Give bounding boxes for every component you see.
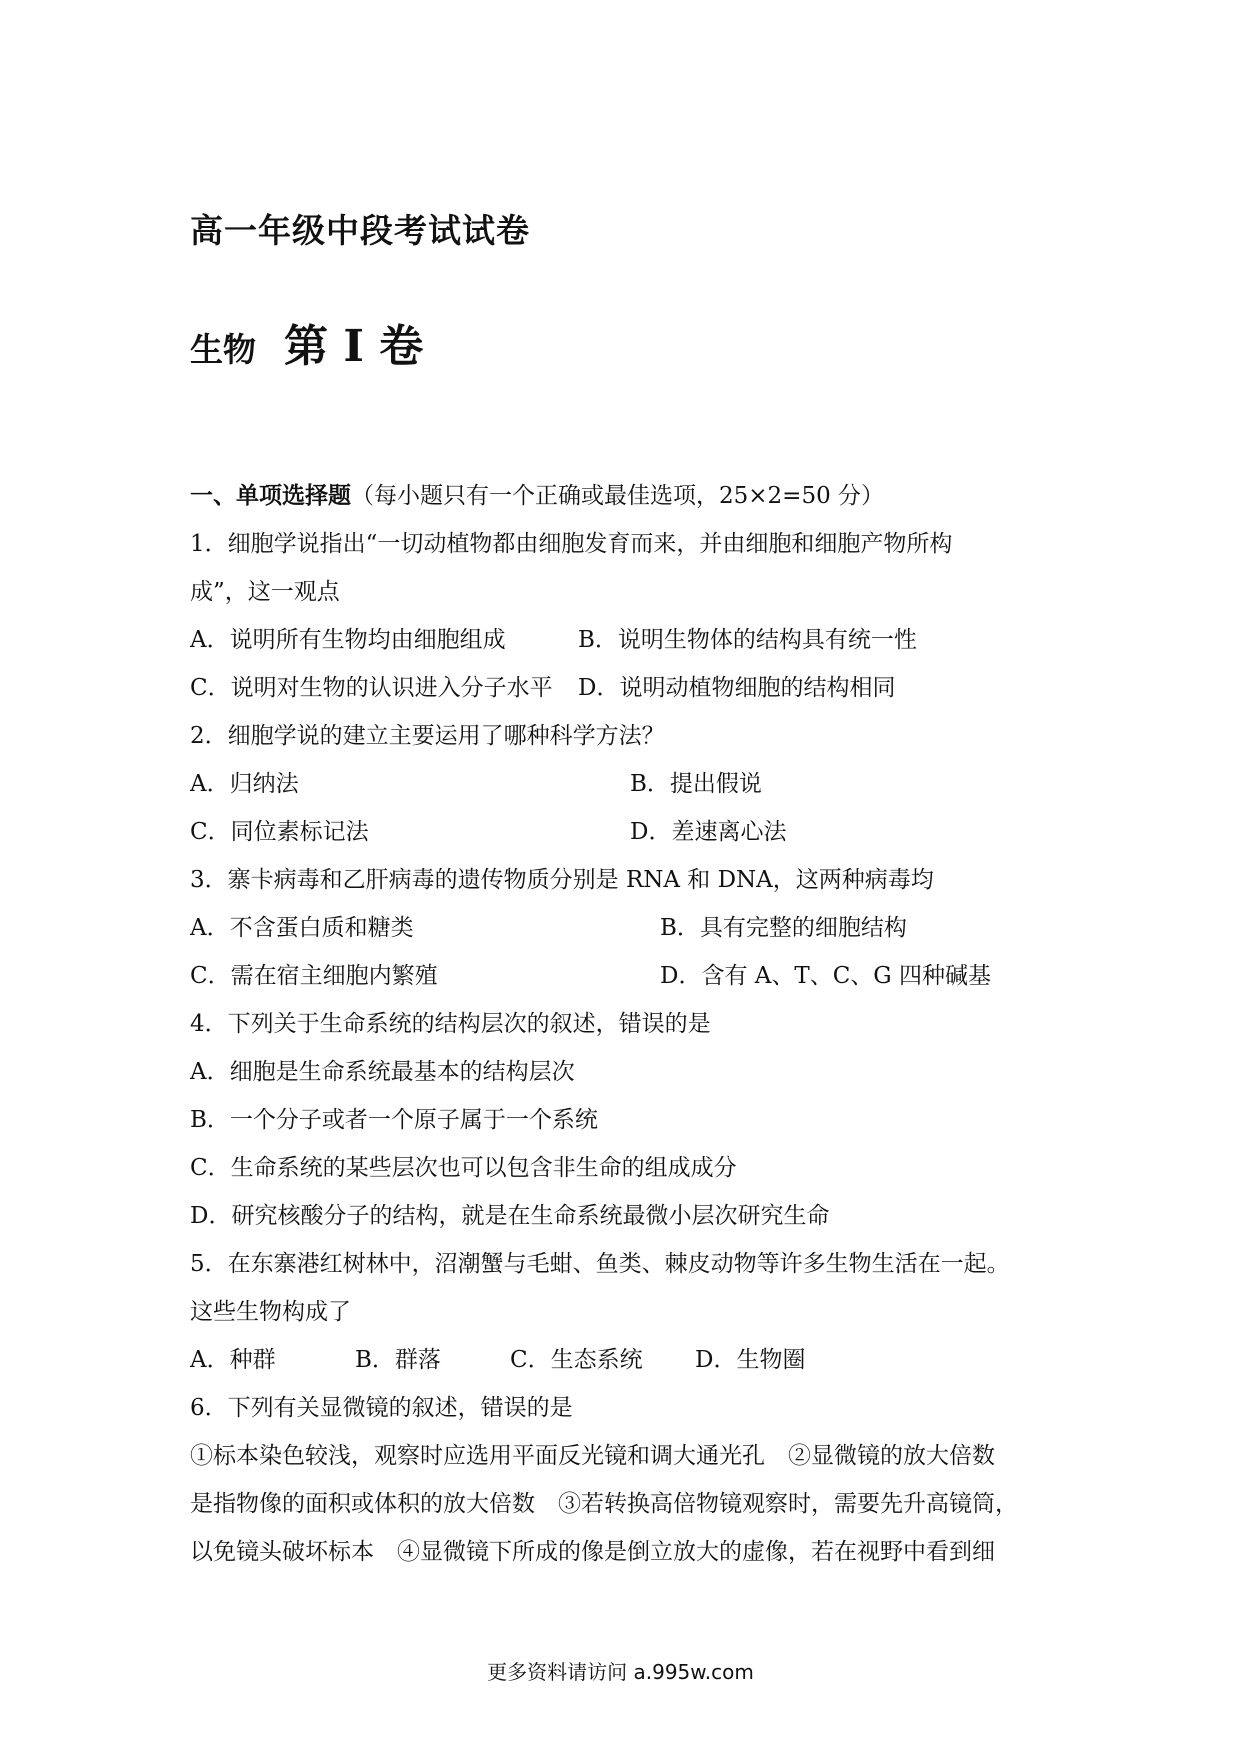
question-2-stem: 2．细胞学说的建立主要运用了哪种科学方法？ xyxy=(190,723,665,749)
section-note: （每小题只有一个正确或最佳选项，25×2=50 分） xyxy=(351,483,885,509)
volume-label: 第 I 卷 xyxy=(284,321,424,372)
question-3-options-ab xyxy=(190,904,1070,952)
option-d: D．含有 A、T、C、G 四种碱基 xyxy=(660,963,991,989)
question-6-stem: 6．下列有关显微镜的叙述，错误的是 xyxy=(190,1395,573,1421)
question-1-options-cd xyxy=(190,664,1070,712)
option-c: C．同位素标记法 xyxy=(190,819,369,845)
exam-title: 高一年级中段考试试卷 xyxy=(190,211,530,250)
question-5-stem-cont: 这些生物构成了 xyxy=(190,1299,351,1325)
question-4-stem: 4．下列关于生命系统的结构层次的叙述，错误的是 xyxy=(190,1011,711,1037)
option-a: A．不含蛋白质和糖类 xyxy=(190,915,414,941)
question-3-options-cd xyxy=(190,952,1070,1000)
option-a: A．说明所有生物均由细胞组成 xyxy=(190,627,506,653)
option-b: B．提出假说 xyxy=(630,771,762,797)
question-body xyxy=(190,472,1070,1576)
question-3-stem: 3．寨卡病毒和乙肝病毒的遗传物质分别是 RNA 和 DNA，这两种病毒均 xyxy=(190,867,934,893)
question-6-statement-line: 以免镜头破坏标本 ④显微镜下所成的像是倒立放大的虚像，若在视野中看到细 xyxy=(190,1539,995,1565)
question-5-stem: 5．在东寨港红树林中，沼潮蟹与毛蚶、鱼类、棘皮动物等许多生物生活在一起。 xyxy=(190,1251,1010,1277)
option-c: C．需在宿主细胞内繁殖 xyxy=(190,963,438,989)
option-d: D．研究核酸分子的结构，就是在生命系统最微小层次研究生命 xyxy=(190,1203,830,1229)
section-heading xyxy=(190,472,1070,520)
question-2-options-cd xyxy=(190,808,1070,856)
option-b: B．具有完整的细胞结构 xyxy=(660,915,907,941)
question-1-stem-cont: 成”，这一观点 xyxy=(190,579,340,605)
option-c: C．生命系统的某些层次也可以包含非生命的组成成分 xyxy=(190,1155,737,1181)
question-6-statement-line: ①标本染色较浅，观察时应选用平面反光镜和调大通光孔 ②显微镜的放大倍数 xyxy=(190,1443,995,1469)
option-c: C．说明对生物的认识进入分子水平 xyxy=(190,675,553,701)
question-5-options xyxy=(190,1336,1070,1384)
subject-name: 生物 xyxy=(190,330,256,369)
option-c: C．生态系统 xyxy=(510,1347,643,1373)
question-1-stem: 1．细胞学说指出“一切动植物都由细胞发育而来，并由细胞和细胞产物所构 xyxy=(190,531,953,557)
section-title: 一、单项选择题 xyxy=(190,483,351,509)
question-1-options-ab xyxy=(190,616,1070,664)
option-b: B．群落 xyxy=(355,1347,441,1373)
option-a: A．归纳法 xyxy=(190,771,299,797)
option-b: B．说明生物体的结构具有统一性 xyxy=(578,627,917,653)
option-a: A．种群 xyxy=(190,1347,276,1373)
option-b: B．一个分子或者一个原子属于一个系统 xyxy=(190,1107,598,1133)
question-2-options-ab xyxy=(190,760,1070,808)
footer-link-text: 更多资料请访问 a.995w.com xyxy=(487,1660,754,1684)
option-d: D．说明动植物细胞的结构相同 xyxy=(578,675,896,701)
option-d: D．差速离心法 xyxy=(630,819,787,845)
question-6-statement-line: 是指物像的面积或体积的放大倍数 ③若转换高倍物镜观察时，需要先升高镜筒， xyxy=(190,1491,1018,1517)
option-d: D．生物圈 xyxy=(695,1347,806,1373)
subject-heading xyxy=(190,310,423,374)
option-a: A．细胞是生命系统最基本的结构层次 xyxy=(190,1059,575,1085)
